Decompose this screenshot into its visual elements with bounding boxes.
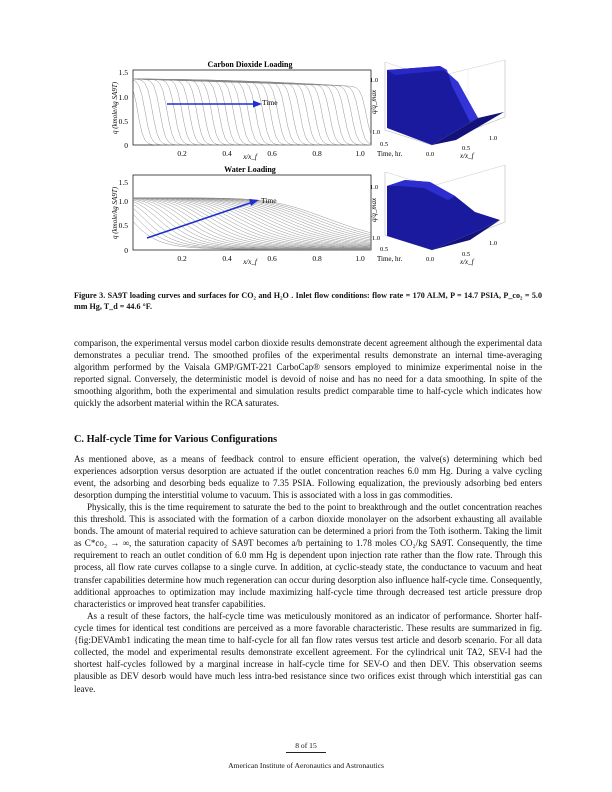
section-paragraph-2: Physically, this is the time requirement to saturate the bed to the point to breakthrough and the outlet concentration reaches this threshold. This is associated with the formation of a carbon dioxide monolayer on the adsorbent exhausting all available bonds. The amount of material required to achieve saturation can be determined a priori from the Toth isotherm. Taking the limit as C*co₂ → ∞, the saturation capacity of SA9T becomes a/b pertaining to 1.78 moles CO₂/kg SA9T. Consequently, the time requirement to reach an outlet condition of 6.0 mm Hg is dependent upon injection rate rather than the flow rate. Through this process, all flow rate curves collapse to a single curve. In addition, at cyclic-steady state, the conductance to vacuum and heat transfer capabilities determine how much regeneration can occur during desorption also influence half-cycle time. Consequently, additional approaches to optimization may include maximizing half-cycle time through decreased test article pressure drop characteristics or improved heat transfer capabilities. bbox=[74, 502, 542, 609]
co2-surface-xtick-0: 0.0 bbox=[426, 151, 435, 158]
co2-loading-curve bbox=[133, 79, 371, 145]
water-xtick-1: 0.2 bbox=[177, 254, 187, 263]
co2-loading-curve bbox=[133, 79, 371, 145]
body-paragraph-1: comparison, the experimental versus model carbon dioxide results demonstrate decent agreement although the experimental data demonstrates a peculiar trend. The smoothed profiles of the experimental results demonstrate an internal time-averaging algorithm performed by the Vaisala GMP/GMT-221 CarboCap® sensors employed to minimize experimental noise in the reported signal. Conversely, the deterministic model is devoid of noise and has no need for a data smoothing. In spite of the smoothing algorithm, both the experimental and simulation results predict comparable time to half-cycle which indicates how quickly the adsorbent material within the RCA saturates. bbox=[74, 338, 542, 409]
co2-ytick-3: 0.5 bbox=[118, 117, 128, 126]
co2-loading-curve bbox=[133, 79, 371, 145]
figure-3 bbox=[0, 0, 612, 285]
co2-xtick-1: 0.2 bbox=[177, 149, 187, 158]
co2-loading-curve bbox=[133, 79, 371, 145]
co2-loading-curve bbox=[133, 79, 371, 145]
co2-loading-curve bbox=[133, 79, 371, 145]
co2-surface-time-label: Time, hr. bbox=[377, 150, 403, 158]
co2-surface-time-tick: 0.5 bbox=[380, 141, 389, 148]
water-xtick-3: 0.6 bbox=[267, 254, 277, 263]
co2-ytick-2: 1.0 bbox=[118, 93, 128, 102]
water-ytick-4: 0 bbox=[124, 246, 128, 255]
water-ytick-3: 0.5 bbox=[118, 221, 128, 230]
co2-loading-curve bbox=[133, 79, 371, 145]
co2-surface-ztick-top: 1.0 bbox=[370, 77, 379, 84]
water-plot-title: Water Loading bbox=[224, 165, 276, 174]
co2-time-arrowhead bbox=[253, 101, 262, 108]
co2-loading-curve bbox=[133, 79, 371, 145]
co2-xtick-3: 0.6 bbox=[267, 149, 277, 158]
water-xtick-2: 0.4 bbox=[222, 254, 232, 263]
co2-loading-curve bbox=[133, 90, 371, 146]
co2-loading-curve bbox=[133, 79, 371, 145]
co2-xtick-2: 0.4 bbox=[222, 149, 232, 158]
water-xtick-5: 1.0 bbox=[355, 254, 365, 263]
co2-ytick-4: 0 bbox=[124, 141, 128, 150]
water-ylabel: q (kmole/kg SA9T) bbox=[111, 186, 119, 240]
co2-loading-curve bbox=[133, 79, 371, 145]
water-ytick-2: 1.0 bbox=[118, 197, 128, 206]
co2-xtick-4: 0.8 bbox=[312, 149, 322, 158]
co2-loading-curve bbox=[133, 79, 371, 145]
co2-xtick-5: 1.0 bbox=[355, 149, 365, 158]
water-time-label: Time bbox=[261, 196, 277, 205]
co2-loading-curve bbox=[133, 79, 371, 144]
co2-xlabel: x/x_f bbox=[243, 153, 257, 161]
water-surface-time-label: Time, hr. bbox=[377, 255, 403, 263]
section-paragraph-3: As a result of these factors, the half-cycle time was meticulously monitored as an indicator of performance. Shorter half-cycle times for identical test conditions are perceived as a more favorable characteristic. These results are summarized in fig. {fig:DEVAmb1 indicating the mean time to half-cycle for all fan flow rates versus test article and desorb scenario. For all data collected, the model and experimental results demonstrate excellent agreement. For the cylindrical unit TA2, SEV-I had the shortest half-cycles followed by a marginal increase in half-cycle time for SEV-O and then DEV. This observation seems plausible as DEV desorb would have much less intra-bed resistance since two orifices exist through which interstitial gas can leave. bbox=[74, 611, 542, 694]
co2-surface-zlabel: q/q_max bbox=[370, 89, 378, 115]
co2-loading-curve bbox=[133, 80, 371, 145]
section-heading: C. Half-cycle Time for Various Configurations bbox=[74, 434, 278, 445]
water-surface-xtick-0: 0.0 bbox=[426, 256, 435, 263]
co2-loading-curve bbox=[133, 79, 371, 145]
co2-loading-curve bbox=[133, 79, 371, 145]
water-plot-frame bbox=[133, 175, 371, 250]
water-xtick-4: 0.8 bbox=[312, 254, 322, 263]
co2-loading-surface bbox=[370, 60, 505, 160]
co2-loading-curve bbox=[133, 79, 371, 145]
co2-loading-curve bbox=[133, 79, 371, 145]
co2-loading-curve bbox=[133, 79, 371, 145]
water-loading-curve bbox=[133, 204, 371, 250]
water-xlabel: x/x_f bbox=[243, 258, 257, 266]
co2-time-label: Time bbox=[262, 98, 278, 107]
co2-loading-curve bbox=[133, 79, 371, 145]
co2-loading-curves bbox=[133, 79, 371, 145]
footer-rule bbox=[286, 752, 326, 753]
water-ytick-1: 1.5 bbox=[118, 178, 128, 187]
co2-loading-curve bbox=[133, 79, 371, 145]
water-surface-xtick-2: 1.0 bbox=[489, 240, 498, 247]
co2-surface-ztick-bottom: 1.0 bbox=[372, 129, 381, 136]
co2-loading-curve bbox=[133, 79, 371, 145]
water-time-arrow bbox=[147, 202, 253, 238]
co2-surface-xtick-1: 0.5 bbox=[462, 145, 471, 152]
co2-loading-curve bbox=[133, 79, 371, 145]
co2-surface-xtick-2: 1.0 bbox=[489, 135, 498, 142]
co2-plot-title: Carbon Dioxide Loading bbox=[207, 60, 293, 69]
co2-loading-curve bbox=[133, 79, 371, 145]
water-surface-xtick-1: 0.5 bbox=[462, 251, 471, 258]
water-loading-surface bbox=[370, 165, 505, 266]
co2-loading-plot bbox=[111, 60, 371, 161]
co2-loading-curve bbox=[133, 79, 371, 145]
footer-text: American Institute of Aeronautics and Astronautics bbox=[228, 761, 384, 770]
co2-loading-curve bbox=[133, 79, 371, 145]
co2-loading-curve bbox=[133, 79, 371, 145]
co2-loading-curve bbox=[133, 79, 371, 145]
section-paragraph-1: As mentioned above, as a means of feedback control to ensure efficient operation, the valve(s) determining which bed experiences adsorption versus desorption are actuated if the outlet concentration reaches 6.0 mm Hg. During a valve cycling event, the adsorbing and desorbing beds equalize to 7.35 PSIA. Following equalization, the previously adsorbing bed enters desorption dumping the interstitial volume to vacuum. This is associated with a loss in gas commodities. bbox=[74, 454, 542, 501]
page-number: 8 of 15 bbox=[295, 741, 317, 750]
co2-ylabel: q (kmole/kg SA9T) bbox=[111, 81, 119, 135]
co2-loading-curve bbox=[133, 79, 371, 145]
water-surface-zlabel: q/q_max bbox=[370, 197, 378, 223]
figure-caption: Figure 3. SA9T loading curves and surfaces for CO₂ and H₂O . Inlet flow conditions: flow rate = 170 ALM, P = 14.7 PSIA, P_co₂ = 5.0 mm Hg, T_d = 44.6 °F. bbox=[74, 291, 542, 311]
co2-loading-curve bbox=[133, 79, 371, 145]
water-surface-ztick-bottom: 1.0 bbox=[372, 235, 381, 242]
water-loading-curves bbox=[133, 198, 371, 250]
water-surface-xlabel: x/x_f bbox=[460, 258, 474, 266]
co2-surface-xlabel: x/x_f bbox=[460, 152, 474, 160]
water-surface-time-tick: 0.5 bbox=[380, 246, 389, 253]
water-loading-plot bbox=[111, 165, 371, 266]
water-surface-ztick-top: 1.0 bbox=[370, 184, 379, 191]
co2-ytick-1: 1.5 bbox=[118, 68, 128, 77]
co2-loading-curve bbox=[133, 79, 371, 145]
